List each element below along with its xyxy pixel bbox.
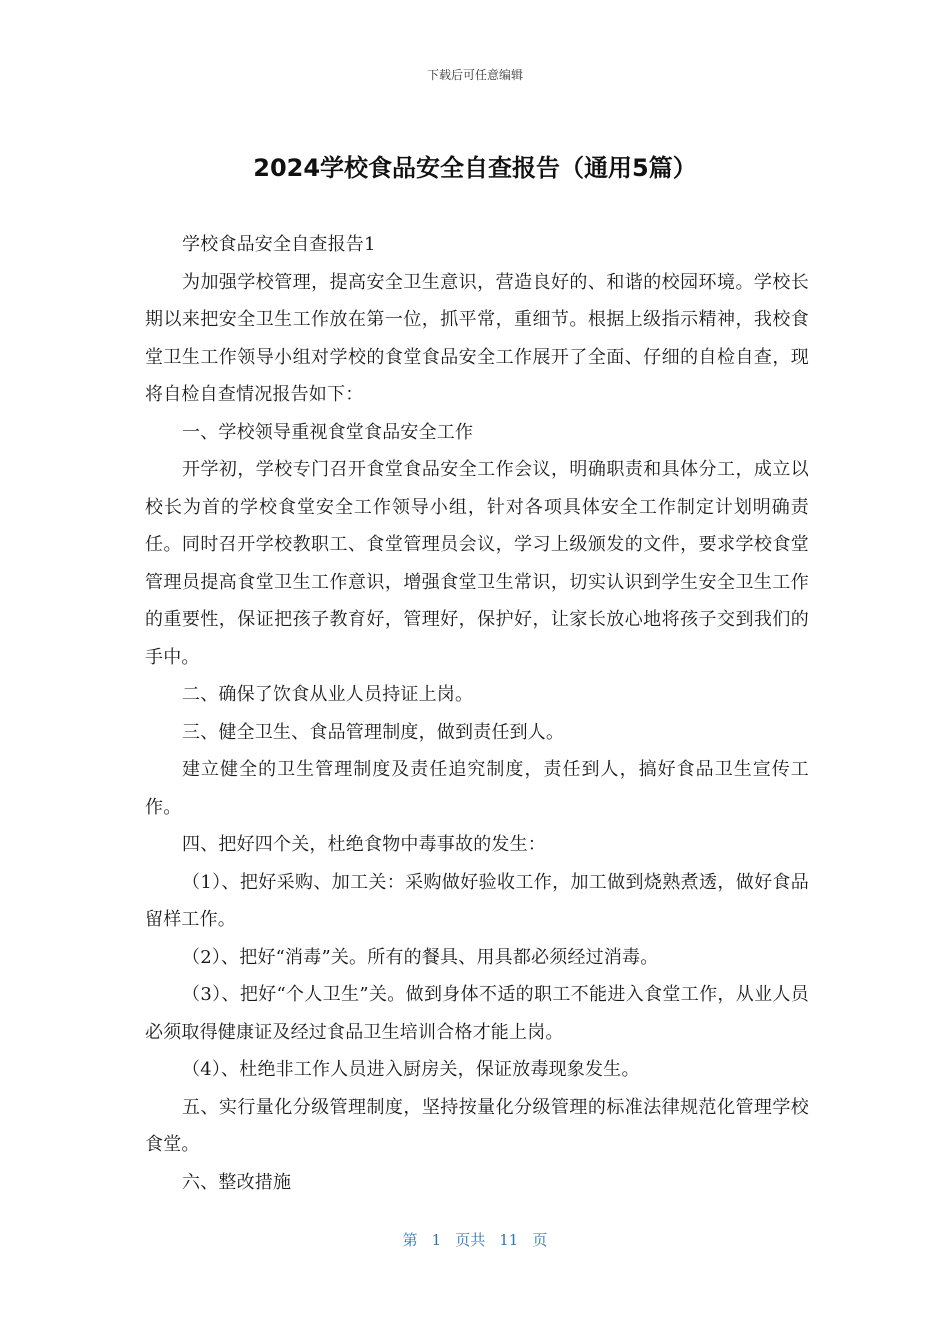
page-header-note: 下载后可任意编辑 bbox=[426, 68, 523, 82]
section-heading: 四、把好四个关，杜绝食物中毒事故的发生： bbox=[182, 834, 546, 855]
section-heading: 五、实行量化分级管理制度，坚持按量化分级管理的标准法律规范化管理学校食堂。 bbox=[145, 1096, 809, 1155]
footer-mid: 页共 bbox=[455, 1231, 486, 1249]
page-number-footer bbox=[0, 1229, 950, 1250]
list-item: （3）、把好“个人卫生”关。做到身体不适的职工不能进入食堂工作，从业人员必须取得健康证及经过食品卫生培训合格才能上岗。 bbox=[145, 984, 809, 1043]
list-item: （4）、杜绝非工作人员进入厨房关，保证放毒现象发生。 bbox=[182, 1059, 640, 1080]
body-paragraph: 开学初，学校专门召开食堂食品安全工作会议，明确职责和具体分工，成立以校长为首的学校食堂安全工作领导小组，针对各项具体安全工作制定计划明确责任。同时召开学校教职工、食堂管理员会议，学习上级颁发的文件，要求学校食堂管理员提高食堂卫生工作意识，增强食堂卫生常识，切实认识到学生安全卫生工作的重要性，保证把孩子教育好，管理好，保护好，让家长放心地将孩子交到我们的手中。 bbox=[145, 459, 809, 668]
intro-paragraph: 为加强学校管理，提高安全卫生意识，营造良好的、和谐的校园环境。学校长期以来把安全卫生工作放在第一位，抓平常，重细节。根据上级指示精神，我校食堂卫生工作领导小组对学校的食堂食品安全工作展开了全面、仔细的自检自查，现将自检自查情况报告如下： bbox=[145, 271, 809, 405]
footer-current-page: 1 bbox=[431, 1231, 442, 1249]
section-heading: 一、学校领导重视食堂食品安全工作 bbox=[182, 421, 474, 443]
footer-suffix: 页 bbox=[532, 1231, 548, 1249]
body-paragraph: 建立健全的卫生管理制度及责任追究制度，责任到人，搞好食品卫生宣传工作。 bbox=[145, 759, 809, 818]
list-item: （2）、把好“消毒”关。所有的餐具、用具都必须经过消毒。 bbox=[182, 946, 659, 968]
footer-prefix: 第 bbox=[402, 1231, 418, 1249]
document-body bbox=[145, 226, 809, 1201]
section-heading: 三、健全卫生、食品管理制度，做到责任到人。 bbox=[182, 721, 565, 743]
section-heading: 六、整改措施 bbox=[182, 1171, 292, 1193]
section-heading: 学校食品安全自查报告1 bbox=[182, 234, 376, 255]
list-item: （1）、把好采购、加工关：采购做好验收工作，加工做到烧熟煮透，做好食品留样工作。 bbox=[145, 871, 809, 930]
footer-total-pages: 11 bbox=[499, 1231, 519, 1249]
document-title: 2024学校食品安全自查报告（通用5篇） bbox=[253, 154, 697, 182]
section-heading: 二、确保了饮食从业人员持证上岗。 bbox=[182, 684, 474, 705]
